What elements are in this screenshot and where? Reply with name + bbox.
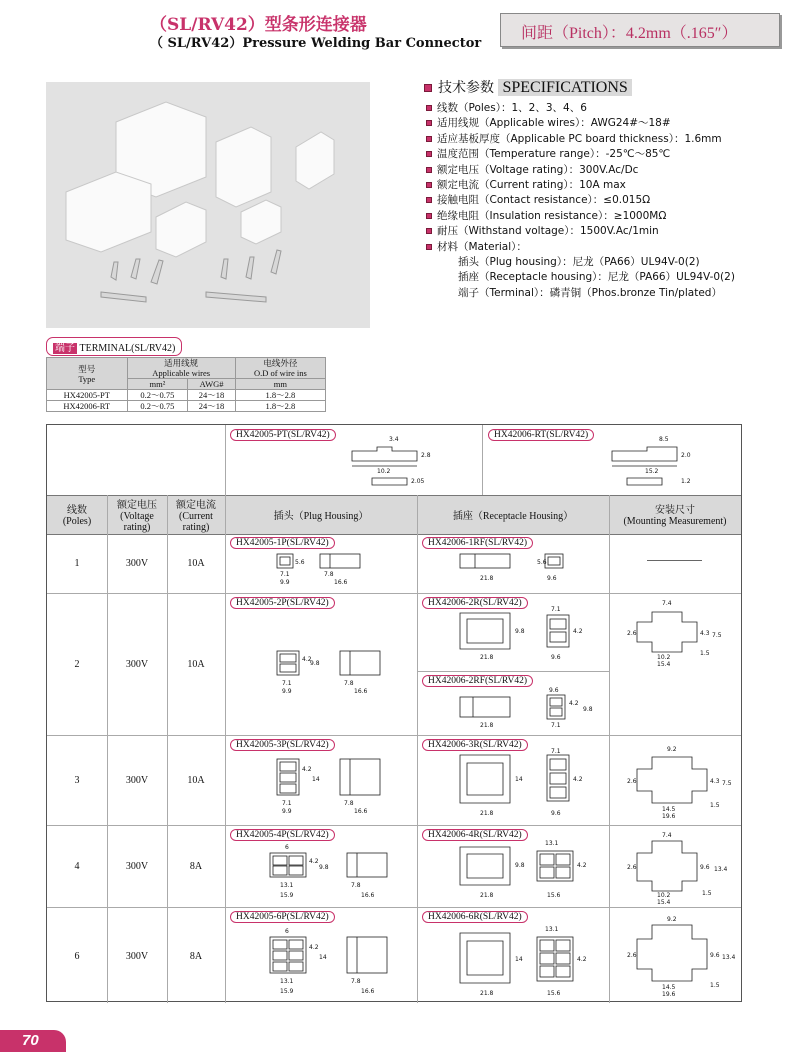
- dim-label: 9.8: [515, 862, 525, 869]
- mount-6-drawing: [622, 913, 737, 999]
- dim-label: 2.8: [421, 452, 431, 459]
- dim-label: 4.2: [302, 656, 312, 663]
- terminal-table: [46, 357, 326, 412]
- spec-item: [426, 178, 735, 193]
- spec-item: [426, 147, 735, 162]
- dim-label: 9.8: [583, 706, 593, 713]
- page-title: （SL/RV42）型条形连接器: [150, 15, 367, 35]
- header-curr-en: (Current rating): [179, 510, 213, 533]
- spec-item: [426, 101, 735, 116]
- dim-label: 7.8: [344, 680, 354, 687]
- terminal-pt-drawing: [347, 433, 467, 489]
- dim-label: 15.4: [657, 661, 671, 668]
- dim-label: 9.9: [280, 579, 290, 586]
- dim-label: 21.8: [480, 575, 494, 582]
- dim-label: 2.6: [627, 952, 637, 959]
- header-plug: 插头（Plug Housing）: [273, 510, 369, 522]
- model-tag: HX42006-3R(SL/RV42): [422, 739, 528, 751]
- spec-text: 额定电压（Voltage rating）：300V.Ac/Dc: [437, 163, 639, 176]
- dim-label: 4.2: [577, 862, 587, 869]
- square-bullet-icon: [426, 228, 432, 234]
- header-current: [167, 496, 225, 536]
- dim-label: 15.2: [645, 468, 659, 475]
- dim-label: 19.6: [662, 991, 676, 998]
- mount-4-drawing: [622, 829, 737, 905]
- square-bullet-icon: [426, 120, 432, 126]
- header-poles-en: (Poles): [62, 516, 92, 527]
- square-bullet-icon: [426, 244, 432, 250]
- current-cell: 10A: [187, 775, 205, 786]
- dim-label: 9.2: [667, 746, 677, 753]
- header-receptacle: 插座（Receptacle Housing）: [452, 510, 574, 522]
- cell: 1.8～2.8: [235, 401, 325, 412]
- dim-label: 13.4: [714, 866, 728, 873]
- dim-label: 8.5: [659, 436, 669, 443]
- dim-label: 9.6: [551, 654, 561, 661]
- dim-label: 7.4: [662, 832, 672, 839]
- dim-label: 7.8: [344, 800, 354, 807]
- voltage-cell: 300V: [125, 558, 149, 569]
- dim-label: 1.5: [710, 802, 720, 809]
- dim-label: 4.3: [700, 630, 710, 637]
- current-cell: 10A: [187, 558, 205, 569]
- receptacle-1rf-drawing: [455, 550, 605, 590]
- model-tag: HX42005-4P(SL/RV42): [230, 829, 335, 841]
- receptacle-6r-drawing: [455, 923, 605, 1001]
- dim-label: 7.1: [551, 748, 561, 755]
- terminal-title: [46, 337, 182, 356]
- spec-text: 线数（Poles）：1、2、3、4、6: [437, 102, 587, 114]
- dim-label: 14: [312, 776, 320, 783]
- model-tag: HX42006-RT(SL/RV42): [488, 429, 594, 441]
- specs-heading-en: SPECIFICATIONS: [498, 79, 631, 96]
- model-tag: HX42005-1P(SL/RV42): [230, 537, 335, 549]
- cell: 0.2～0.75: [127, 390, 188, 401]
- dim-label: 21.8: [480, 654, 494, 661]
- model-tag: HX42005-6P(SL/RV42): [230, 911, 335, 923]
- dim-label: 13.1: [545, 840, 559, 847]
- page-subtitle: （ SL/RV42）Pressure Welding Bar Connector: [150, 36, 482, 51]
- dim-label: 7.5: [712, 632, 722, 639]
- square-bullet-icon: [426, 105, 432, 111]
- cell: 24～18: [188, 390, 236, 401]
- spec-text: 接触电阻（Contact resistance）：≤0.015Ω: [437, 194, 651, 207]
- dim-label: 4.2: [302, 766, 312, 773]
- dim-label: 10.2: [377, 468, 391, 475]
- header-mount-cn: 安装尺寸: [654, 505, 695, 516]
- col-od-en: O.D of wire ins: [253, 368, 307, 378]
- poles-cell: 3: [74, 775, 80, 786]
- dim-label: 4.3: [710, 778, 720, 785]
- col-wires: [127, 358, 235, 379]
- voltage-cell: 300V: [125, 861, 149, 872]
- material-item: 插座（Receptacle housing）：尼龙（PA66）UL94V-0(2): [458, 271, 735, 284]
- square-bullet-icon: [424, 84, 432, 92]
- product-photo: [46, 82, 370, 328]
- table-header: [47, 495, 741, 535]
- model-tag: HX42005-PT(SL/RV42): [230, 429, 336, 441]
- specs-list: [426, 101, 735, 301]
- dim-label: 9.6: [710, 952, 720, 959]
- dim-label: 7.1: [551, 606, 561, 613]
- dim-label: 9.8: [310, 660, 320, 667]
- dim-label: 1.5: [700, 650, 710, 657]
- square-bullet-icon: [426, 197, 432, 203]
- plug-6p-drawing: [265, 925, 405, 1001]
- dim-label: 2.6: [627, 864, 637, 871]
- mount-3-drawing: [622, 741, 737, 821]
- receptacle-4r-drawing: [455, 837, 605, 905]
- dim-label: 7.8: [324, 571, 334, 578]
- col-od-cn: 电线外径: [263, 358, 298, 368]
- dim-label: 4.2: [577, 956, 587, 963]
- dim-label: 9.2: [667, 916, 677, 923]
- col-type-cn: 型号: [78, 363, 96, 374]
- header-mount-en: (Mounting Measurement): [623, 516, 727, 527]
- specs-heading: [424, 77, 632, 97]
- dim-label: 9.8: [515, 628, 525, 635]
- header-curr-cn: 额定电流: [176, 499, 216, 511]
- dim-label: 7.1: [551, 722, 561, 729]
- dimension-table: [46, 424, 742, 1002]
- dim-label: 3.4: [389, 436, 399, 443]
- dim-label: 13.1: [280, 978, 294, 985]
- poles-cell: 6: [74, 951, 80, 962]
- table-row: [47, 401, 326, 412]
- spec-text: 额定电流（Current rating）：10A max: [437, 179, 626, 192]
- pitch-badge: 间距（Pitch）：4.2mm（.165″）: [500, 13, 780, 47]
- dim-label: 2.6: [627, 778, 637, 785]
- poles-cell: 2: [74, 659, 80, 670]
- dim-label: 2.05: [411, 478, 425, 485]
- model-tag: HX42005-2P(SL/RV42): [230, 597, 335, 609]
- plug-2p-drawing: [272, 645, 402, 700]
- current-cell: 8A: [189, 951, 203, 962]
- material-item: 端子（Terminal）：磷青铜（Phos.bronze Tin/plated）: [458, 286, 722, 299]
- spec-item: [426, 224, 735, 239]
- dim-label: 9.6: [700, 864, 710, 871]
- model-tag: HX42006-1RF(SL/RV42): [422, 537, 533, 549]
- header-poles-cn: 线数: [67, 505, 87, 516]
- voltage-cell: 300V: [125, 951, 149, 962]
- spec-item: [426, 193, 735, 208]
- dim-label: 15.9: [280, 892, 294, 899]
- spec-text: 适应基板厚度（Applicable PC board thickness）：1.6mm: [437, 132, 722, 145]
- dim-label: 15.6: [547, 990, 561, 997]
- dim-label: 9.8: [319, 864, 329, 871]
- mount-2-drawing: [622, 597, 737, 667]
- receptacle-3r-drawing: [455, 747, 605, 823]
- terminal-title-en: TERMINAL(SL/RV42): [79, 343, 176, 354]
- current-cell: 8A: [189, 861, 203, 872]
- dim-label: 13.1: [545, 926, 559, 933]
- dim-label: 21.8: [480, 810, 494, 817]
- dim-label: 14: [319, 954, 327, 961]
- col-awg: AWG#: [188, 379, 236, 390]
- dim-label: 21.8: [480, 990, 494, 997]
- dim-label: 9.6: [549, 687, 559, 694]
- dim-label: 9.6: [551, 810, 561, 817]
- cell: 0.2～0.75: [127, 401, 188, 412]
- col-wires-cn: 适用线规: [164, 358, 199, 368]
- spec-item: [426, 163, 735, 178]
- dim-label: 7.1: [282, 800, 292, 807]
- model-tag: HX42006-6R(SL/RV42): [422, 911, 528, 923]
- dim-label: 1.5: [702, 890, 712, 897]
- cell: 1.8～2.8: [235, 390, 325, 401]
- dim-label: 7.8: [351, 978, 361, 985]
- dim-label: 14.5: [662, 984, 676, 991]
- voltage-cell: 300V: [125, 659, 149, 670]
- poles-cell: 4: [74, 861, 80, 872]
- spec-text: 材料（Material）：: [437, 240, 527, 253]
- dim-label: 10.2: [657, 654, 671, 661]
- dim-label: 5.6: [537, 559, 547, 566]
- cell: HX42005-PT: [47, 390, 128, 401]
- col-type-en: Type: [78, 373, 96, 384]
- dim-label: 7.1: [280, 571, 290, 578]
- dim-label: 7.1: [282, 680, 292, 687]
- model-tag: HX42006-2RF(SL/RV42): [422, 675, 533, 687]
- dim-label: 4.2: [573, 776, 583, 783]
- dim-label: 10.2: [657, 892, 671, 899]
- header-volt-cn: 额定电压: [117, 499, 157, 511]
- dim-label: 7.4: [662, 600, 672, 607]
- spec-text: 温度范围（Temperature range）：-25℃～85℃: [437, 148, 671, 161]
- dim-label: 16.6: [361, 892, 375, 899]
- current-cell: 10A: [187, 659, 205, 670]
- model-tag: HX42006-4R(SL/RV42): [422, 829, 528, 841]
- table-row: [47, 390, 326, 401]
- dim-label: 2.6: [627, 630, 637, 637]
- dim-label: 4.2: [309, 858, 319, 865]
- header-mount: [609, 496, 741, 536]
- dim-label: 4.2: [309, 944, 319, 951]
- plug-1p-drawing: [272, 550, 402, 590]
- voltage-cell: 300V: [125, 775, 149, 786]
- col-type: [47, 358, 128, 390]
- dim-label: 13.4: [722, 954, 736, 961]
- dim-label: 6: [285, 844, 289, 851]
- header-voltage: [107, 496, 167, 536]
- dim-label: 14: [515, 956, 523, 963]
- col-mm2: mm²: [127, 379, 188, 390]
- dim-label: 15.4: [657, 899, 671, 906]
- dim-label: 13.1: [280, 882, 294, 889]
- spec-text: 适用线规（Applicable wires）：AWG24#～18#: [437, 117, 671, 130]
- dim-label: 5.6: [295, 559, 305, 566]
- poles-cell: 1: [74, 558, 80, 569]
- cell: 24～18: [188, 401, 236, 412]
- spec-text: 耐压（Withstand voltage）：1500V.Ac/1min: [437, 225, 659, 238]
- square-bullet-icon: [426, 167, 432, 173]
- spec-item: [426, 116, 735, 131]
- dim-label: 1.2: [681, 478, 691, 485]
- plug-3p-drawing: [272, 753, 402, 823]
- square-bullet-icon: [426, 136, 432, 142]
- dim-label: 14: [515, 776, 523, 783]
- dim-label: 14.5: [662, 806, 676, 813]
- model-tag: HX42005-3P(SL/RV42): [230, 739, 335, 751]
- dim-label: 4.2: [573, 628, 583, 635]
- receptacle-2r-drawing: [455, 605, 605, 665]
- dim-label: 16.6: [354, 688, 368, 695]
- dim-label: 19.6: [662, 813, 676, 820]
- spec-item: [426, 240, 735, 255]
- dim-label: 21.8: [480, 892, 494, 899]
- col-wires-en: Applicable wires: [152, 368, 211, 378]
- cell: HX42006-RT: [47, 401, 128, 412]
- col-mm: mm: [235, 379, 325, 390]
- header-volt-en: (Voltage rating): [120, 510, 154, 533]
- receptacle-2rf-drawing: [455, 687, 605, 732]
- specs-heading-cn: 技术参数: [438, 80, 494, 96]
- dim-label: 15.6: [547, 892, 561, 899]
- col-od: [235, 358, 325, 379]
- model-tag: HX42006-2R(SL/RV42): [422, 597, 528, 609]
- spec-item: [426, 209, 735, 224]
- square-bullet-icon: [426, 182, 432, 188]
- dim-label: 9.6: [547, 575, 557, 582]
- dim-label: 16.6: [361, 988, 375, 995]
- dim-label: 7.5: [722, 780, 732, 787]
- dim-label: 6: [285, 928, 289, 935]
- spec-item: [426, 132, 735, 147]
- plug-4p-drawing: [265, 841, 405, 905]
- dim-label: 21.8: [480, 722, 494, 729]
- dim-label: 1.5: [710, 982, 720, 989]
- dim-label: 9.9: [282, 688, 292, 695]
- terminal-title-cn: 端子: [55, 343, 75, 354]
- dim-label: 4.2: [569, 700, 579, 707]
- terminal-rt-drawing: [607, 433, 727, 489]
- page-number: 70: [0, 1030, 66, 1052]
- square-bullet-icon: [426, 151, 432, 157]
- dim-label: 2.0: [681, 452, 691, 459]
- dim-label: 16.6: [354, 808, 368, 815]
- material-item: 插头（Plug housing）：尼龙（PA66）UL94V-0(2): [458, 256, 700, 269]
- header-poles: [47, 496, 107, 536]
- spec-text: 绝缘电阻（Insulation resistance）：≥1000MΩ: [437, 209, 667, 222]
- dim-label: 15.9: [280, 988, 294, 995]
- dim-label: 16.6: [334, 579, 348, 586]
- square-bullet-icon: [426, 213, 432, 219]
- dim-label: 7.8: [351, 882, 361, 889]
- dim-label: 9.9: [282, 808, 292, 815]
